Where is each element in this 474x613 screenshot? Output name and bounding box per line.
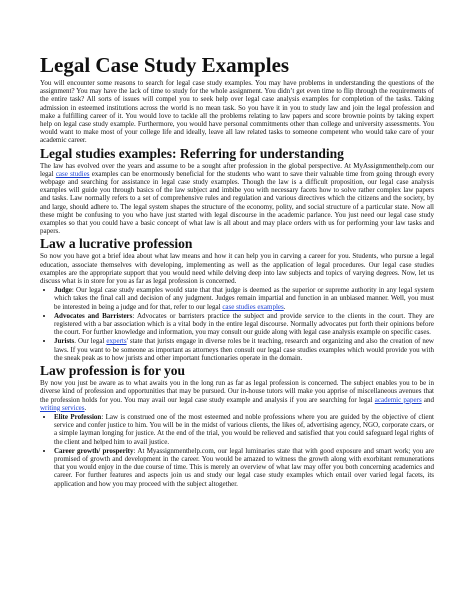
experts-link[interactable]: experts [106,337,127,346]
paragraph-text: and [421,395,434,404]
legal-studies-paragraph [40,162,434,236]
list-item-term: Advocates and Barristers [54,311,133,320]
list-item-text: : At Myassignmenthelp.com, our legal luminaries state that with good exposure and smart work; you are promised of growth and development in the career. You would be amazed to witness the growth along with exorbitant remunerations that you would enjoy in the due course of time. This is merely an overview of what law may offer you both concerning academics and career. For further features and aspects join us and study our legal case study examples which entail over varied legal facets, its application and how you may proceed with the subject altogether. [54,446,434,488]
list-item-term: Elite Profession [54,412,102,421]
law-profession-paragraph [40,379,434,412]
paragraph-text: By now you just be aware as to what awaits you in the long run as far as legal profession is concerned. The subject enables you to be in diverse kind of profession and opportunities that may be pursued. Our in-house tutors will make you apprise of miscellaneous avenues that the profession holds for you. You may avail our legal case study example and analysis if you are searching for legal [40,379,434,404]
lucrative-profession-paragraph: So now you have got a brief idea about what law means and how it can help you in carving a career for you. Students, who pursue a legal education, associate themselves with developing, implementing as well as the application of legal procedures. Our legal case studies examples are the appropriate support that you would need while delving deep into law subjects and topics of varying degrees. Now, let us discuss what is in store for you as far as legal profession is concerned. [40,252,434,286]
case-studies-examples-link[interactable]: case studies examples [222,302,284,311]
legal-roles-list [40,286,434,362]
list-item-text: : Our legal case study examples would state that that judge is deemed as the superior or supreme authority in any legal system which takes the final call and decision of any judgment. Judges remain impartial and function in an unbiased manner. Well, you must be interested in being a judge and for that, refer to our legal [54,286,434,311]
list-item-term: Jurists [54,337,75,346]
section-heading-lucrative-profession: Law a lucrative profession [40,236,193,252]
list-item-text: . [283,302,286,311]
section-heading-law-profession: Law profession is for you [40,363,186,379]
list-item-text: . Our legal [74,337,107,346]
paragraph-text: . [84,403,87,412]
list-item-text: : Law is construed one of the most esteemed and noble professions where you are guided by the objective of client service and confer justice to him. You will be in the midst of various clients, the likes of, advertising agency, NGO, corporate czars, or a simple layman longing for justice. At the end of the trial, you would be relieved and satisfied that you could safeguard legal rights of the client and helped him to avail justice. [54,412,434,446]
paragraph-text: examples can be enormously beneficial for the students who want to save their valuable time from going through every webpage and searching for assistance in legal case study examples. Though the law is a difficult proposition, our legal case analysis examples will guide you through basics of the law subject and imbibe you with necessary facets how to solve rather complex law papers and tasks. Law normally refers to a set of comprehensive rules and regulation and various directives which the citizens and the society, by and large, should adhere to. The legal system shapes the structure of the economy, polity, and social structure of a particular state. Now all these might be confusing to you who have just started with legal discourse in the academic parlance. You just need our legal case study examples so that you could have a basic concept of what law is all about and may place orders with us for performing your law tasks and papers. [40,169,434,236]
list-item-text: : Advocates or barristers practice the subject and provide service to the clients in the court. They are registered with a bar association which is a vital body in the entire legal discourse. Normally advocates put forth their opinions before the court. For further knowledge and information, you may consult our guide along with legal case analysis example on specific cases. [54,311,434,337]
intro-paragraph: You will encounter some reasons to search for legal case study examples. You may have problems in understanding the questions of the assignment? You may have the lack of time to study for the whole assignment. You didn’t get even time to flip through the requirements of the entire task? All sorts of issues will compel you to seek help over legal case analysis examples for completion of the tasks. Taking admission in esteemed institutions across the world is no mean task. So you have it in you to study law and join the legal profession and make a fulfilling career of it. You would love to tackle all the problems relating to law papers and score brownie points by taking expert help on legal case study example. Furthermore, you would have personal commitments other than college and university assessments. You would want to make most of your college life and ideally, leave all law related tasks to someone competent who would take care of your academic career. [40,79,434,145]
writing-services-link[interactable]: writing services [40,403,85,412]
list-item-text: ' state that jurists engage in diverse roles be it teaching, research and organizing and also the creation of new laws. If you want to be someone as important as attorneys then consult our legal case studies examples which would provide you with the sneak peak as to how jurists and other important functionaries operate in the domain. [54,337,434,362]
list-item-career-growth [54,447,434,488]
list-item-advocates [54,312,434,337]
case-studies-link[interactable]: case studies [55,169,90,178]
list-item-term: Judge [54,286,72,295]
list-item-judge [54,286,434,311]
profession-benefits-list [40,413,434,488]
section-heading-legal-studies: Legal studies examples: Referring for understanding [40,145,344,161]
page-title: Legal Case Study Examples [40,53,290,77]
academic-papers-link[interactable]: academic papers [374,395,422,404]
paragraph-text: The law has evolved over the years and assume to be a sought after profession in the global perspective. At MyAssignmenthelp.com our legal [40,161,434,178]
list-item-elite-profession [54,413,434,446]
list-item-jurists [54,337,434,362]
list-item-term: Career growth/ prosperity [54,446,134,455]
